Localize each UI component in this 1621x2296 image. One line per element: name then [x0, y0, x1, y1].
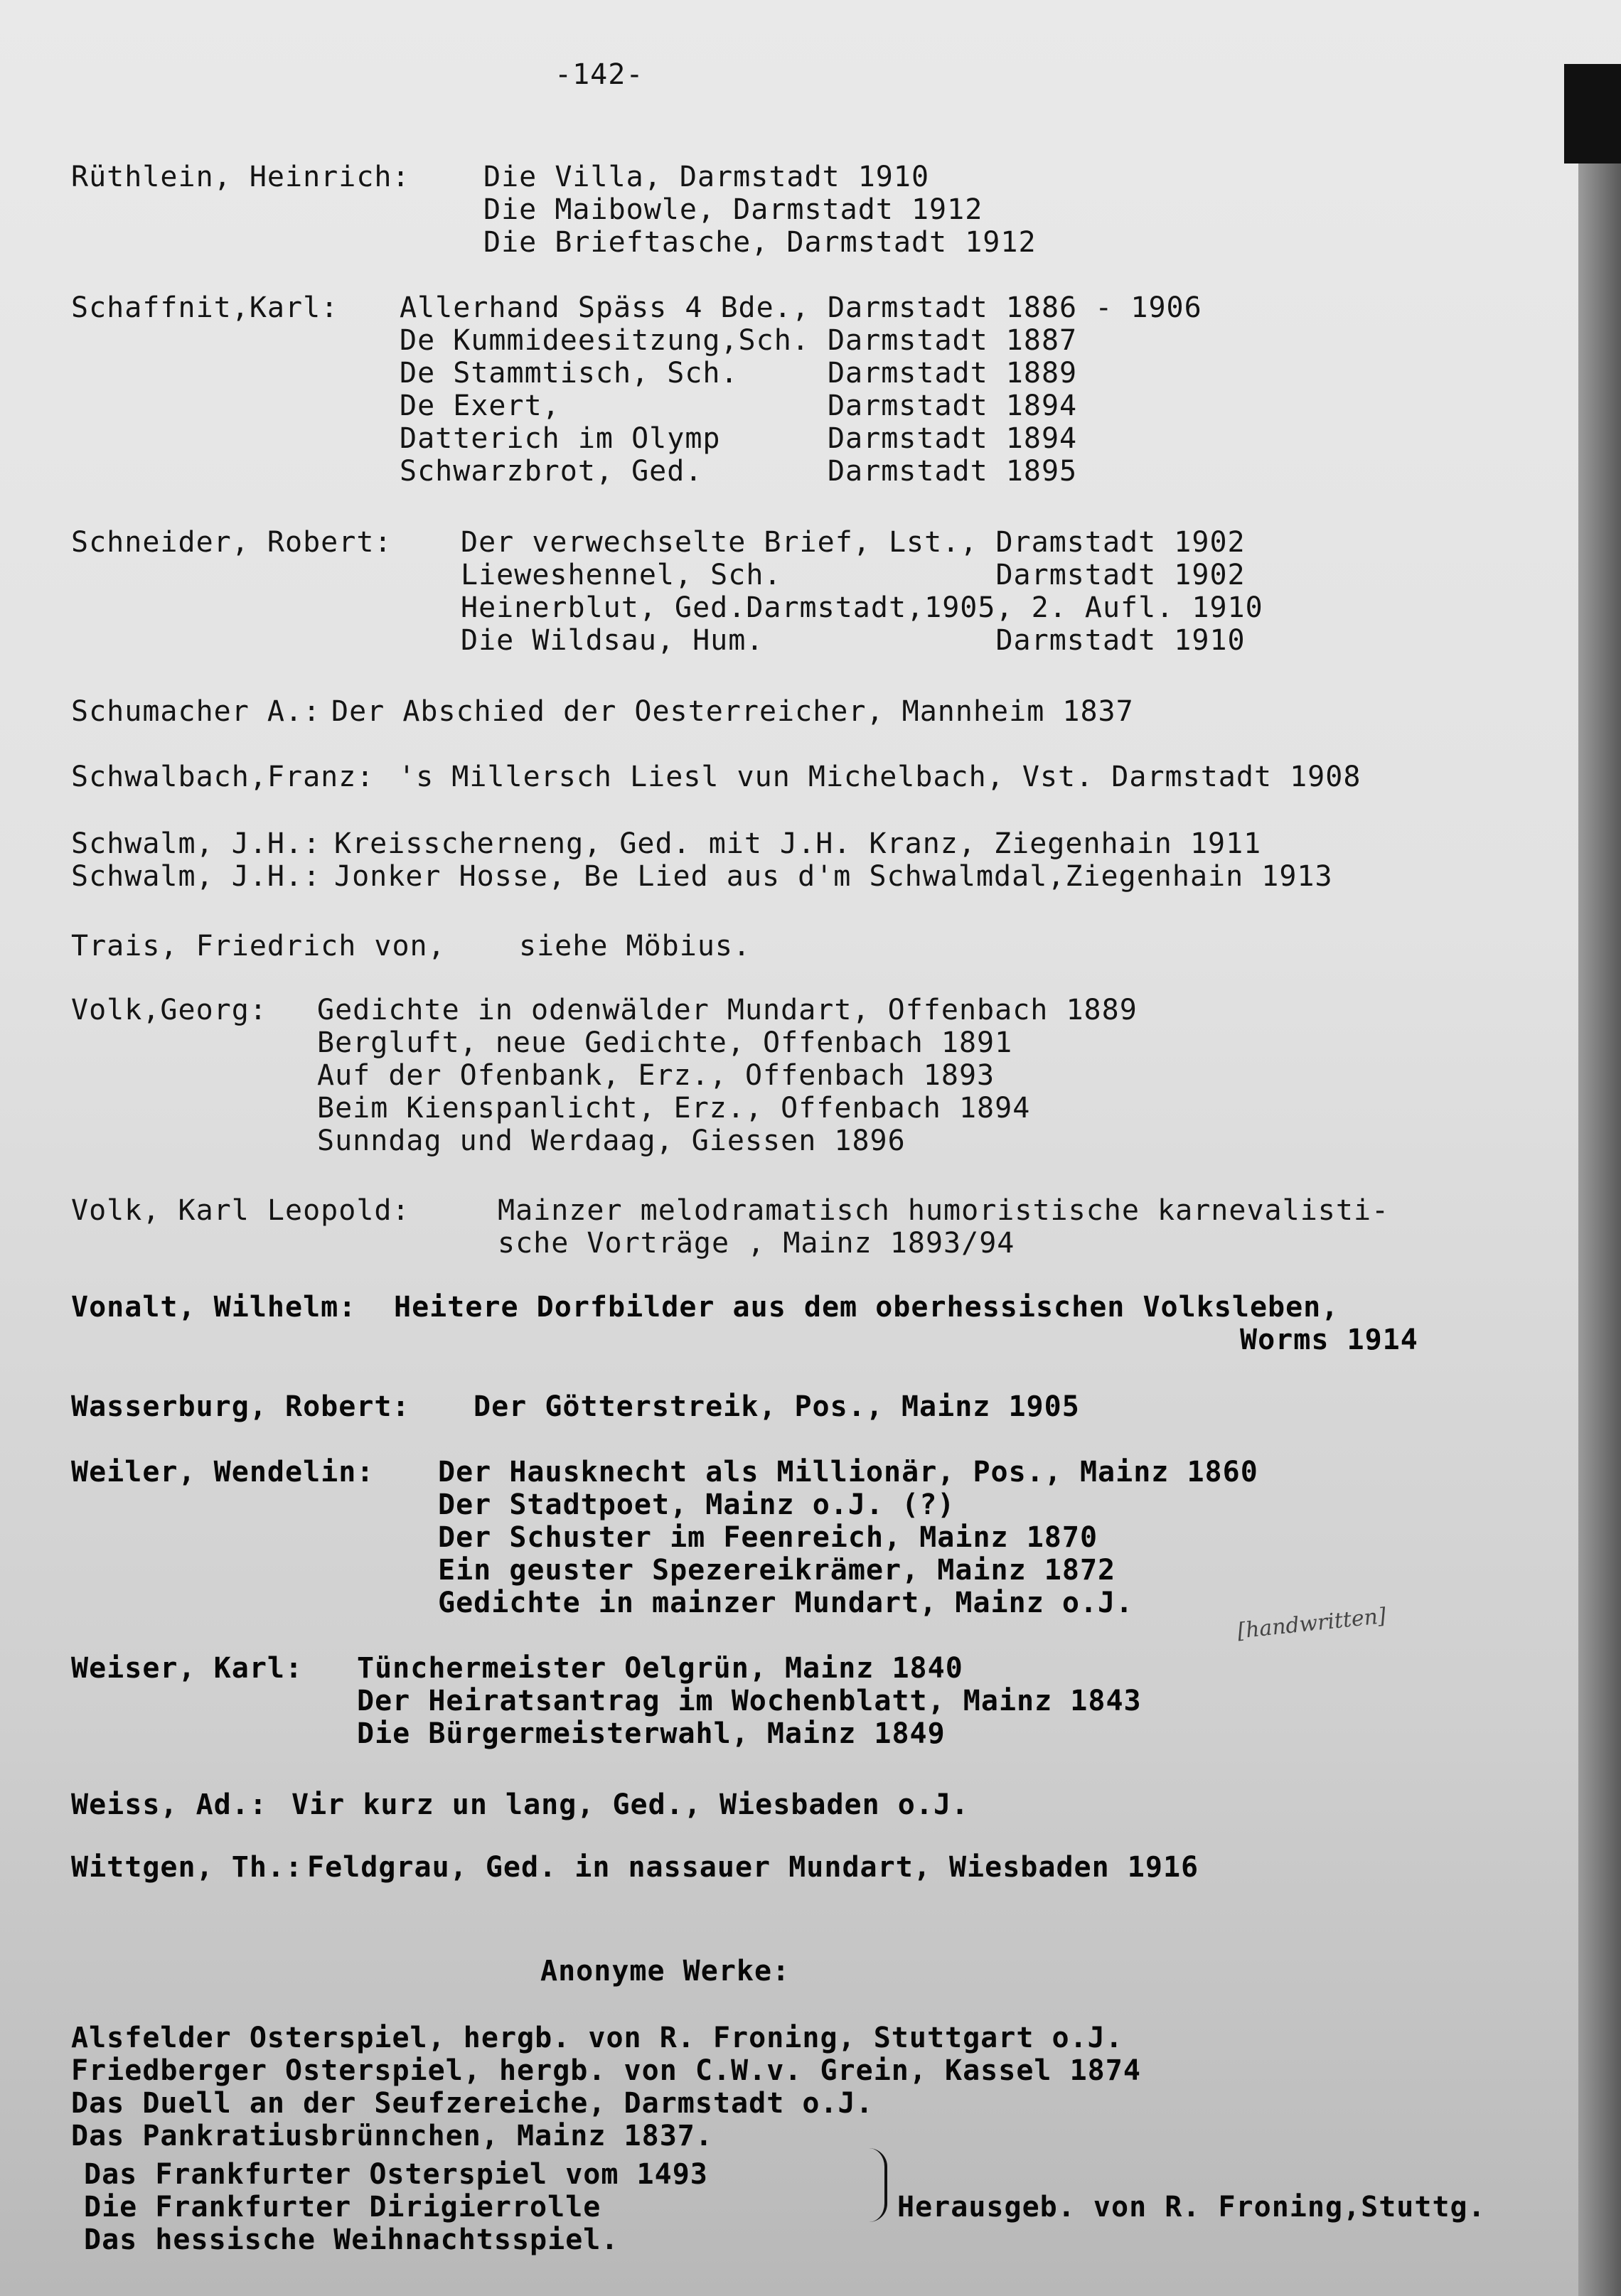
author-name: Volk, Karl Leopold:	[71, 1194, 410, 1227]
work-line: Vir kurz un lang, Ged., Wiesbaden o.J.	[291, 1788, 970, 1821]
page-number: -142-	[555, 58, 644, 91]
work-line: Kreisscherneng, Ged. mit J.H. Kranz, Ziegenhain 1911	[334, 827, 1262, 860]
work-line: Der Stadtpoet, Mainz o.J. (?)	[438, 1488, 956, 1521]
work-line: siehe Möbius.	[519, 930, 751, 962]
anonymous-grouped-item: Die Frankfurter Dirigierrolle	[84, 2191, 601, 2223]
author-name: Volk,Georg:	[71, 994, 267, 1026]
work-line: De Stammtisch, Sch. Darmstadt 1889	[400, 357, 1078, 390]
work-line: De Kummideesitzung,Sch. Darmstadt 1887	[400, 324, 1078, 357]
work-line: Der Götterstreik, Pos., Mainz 1905	[474, 1390, 1080, 1423]
section-heading: Anonyme Werke:	[540, 1955, 791, 1987]
anonymous-grouped-item: Das Frankfurter Osterspiel vom 1493	[84, 2158, 708, 2191]
author-name: Weiss, Ad.:	[71, 1788, 267, 1821]
work-line: 's Millersch Liesl vun Michelbach, Vst. Darmstadt 1908	[398, 761, 1361, 793]
work-line: Tünchermeister Oelgrün, Mainz 1840	[357, 1652, 963, 1685]
work-line: Die Maibowle, Darmstadt 1912	[483, 193, 983, 226]
work-line: Worms 1914	[1240, 1324, 1418, 1356]
work-line: Die Wildsau, Hum. Darmstadt 1910	[461, 624, 1246, 657]
anonymous-item: Das Pankratiusbrünnchen, Mainz 1837.	[71, 2120, 713, 2152]
page-shadow-edge	[1578, 163, 1621, 2296]
page-tab-mark	[1564, 64, 1621, 163]
work-line: Gedichte in odenwälder Mundart, Offenbach 1889	[317, 994, 1138, 1026]
work-line: Sunndag und Werdaag, Giessen 1896	[317, 1125, 906, 1157]
anonymous-item: Alsfelder Osterspiel, hergb. von R. Froning, Stuttgart o.J.	[71, 2022, 1123, 2054]
anonymous-item: Das Duell an der Seufzereiche, Darmstadt o.J.	[71, 2087, 874, 2120]
handwritten-margin-note: [handwritten]	[1236, 1603, 1388, 1644]
author-name: Schaffnit,Karl:	[71, 291, 339, 324]
anonymous-grouped-item: Das hessische Weihnachtsspiel.	[84, 2223, 619, 2256]
work-line: Feldgrau, Ged. in nassauer Mundart, Wiesbaden 1916	[307, 1851, 1199, 1884]
work-line: Die Brieftasche, Darmstadt 1912	[483, 226, 1037, 259]
work-line: Allerhand Späss 4 Bde., Darmstadt 1886 - 1906	[400, 291, 1202, 324]
work-line: Der Abschied der Oesterreicher, Mannheim 1837	[331, 695, 1134, 728]
work-line: Mainzer melodramatisch humoristische karnevalisti-	[498, 1194, 1390, 1227]
work-line: Heinerblut, Ged.Darmstadt,1905, 2. Aufl. 1910	[461, 591, 1263, 624]
author-name: Schumacher A.:	[71, 695, 321, 728]
work-line: Auf der Ofenbank, Erz., Offenbach 1893	[317, 1059, 995, 1092]
work-line: Der Schuster im Feenreich, Mainz 1870	[438, 1521, 1098, 1554]
anonymous-item: Friedberger Osterspiel, hergb. von C.W.v. Grein, Kassel 1874	[71, 2054, 1141, 2087]
work-line: Gedichte in mainzer Mundart, Mainz o.J.	[438, 1587, 1134, 1619]
author-name: Schwalbach,Franz:	[71, 761, 375, 793]
author-name: Weiler, Wendelin:	[71, 1456, 375, 1488]
grouping-brace	[869, 2148, 887, 2222]
work-line: De Exert, Darmstadt 1894	[400, 390, 1078, 422]
author-name: Wittgen, Th.:	[71, 1851, 304, 1884]
author-name: Weiser, Karl:	[71, 1652, 304, 1685]
work-line: Beim Kienspanlicht, Erz., Offenbach 1894	[317, 1092, 1031, 1125]
work-line: Heitere Dorfbilder aus dem oberhessischen Volksleben,	[394, 1291, 1339, 1324]
work-line: Der Heiratsantrag im Wochenblatt, Mainz 1843	[357, 1685, 1142, 1717]
author-name: Wasserburg, Robert:	[71, 1390, 410, 1423]
author-name: Schwalm, J.H.:	[71, 860, 321, 893]
work-line: Schwarzbrot, Ged. Darmstadt 1895	[400, 455, 1078, 488]
work-line: Die Bürgermeisterwahl, Mainz 1849	[357, 1717, 946, 1750]
work-line: Jonker Hosse, Be Lied aus d'm Schwalmdal,Ziegenhain 1913	[334, 860, 1333, 893]
work-line: Die Villa, Darmstadt 1910	[483, 161, 930, 193]
work-line: Datterich im Olymp Darmstadt 1894	[400, 422, 1078, 455]
author-name: Vonalt, Wilhelm:	[71, 1291, 357, 1324]
author-name: Trais, Friedrich von,	[71, 930, 446, 962]
grouped-editor-note: Herausgeb. von R. Froning,Stuttg.	[897, 2191, 1486, 2223]
work-line: Der Hausknecht als Millionär, Pos., Mainz 1860	[438, 1456, 1258, 1488]
author-name: Schneider, Robert:	[71, 526, 392, 559]
work-line: Der verwechselte Brief, Lst., Dramstadt 1902	[461, 526, 1246, 559]
author-name: Rüthlein, Heinrich:	[71, 161, 410, 193]
work-line: Lieweshennel, Sch. Darmstadt 1902	[461, 559, 1246, 591]
work-line: Ein geuster Spezereikrämer, Mainz 1872	[438, 1554, 1116, 1587]
author-name: Schwalm, J.H.:	[71, 827, 321, 860]
work-line: sche Vorträge , Mainz 1893/94	[498, 1227, 1015, 1260]
work-line: Bergluft, neue Gedichte, Offenbach 1891	[317, 1026, 1013, 1059]
